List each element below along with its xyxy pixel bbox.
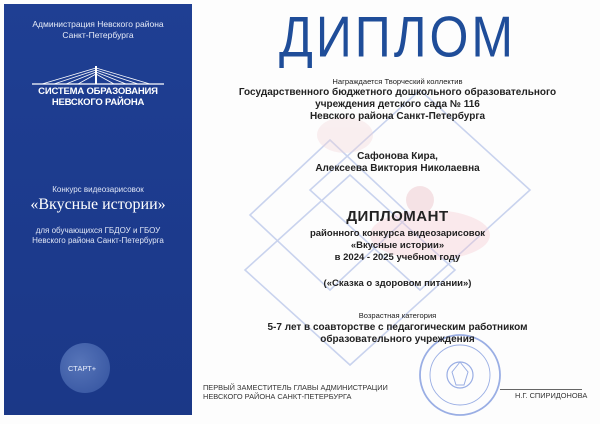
participants-line: Невского района Санкт-Петербурга xyxy=(32,236,164,245)
age-category-label: Возрастная категория xyxy=(358,311,437,320)
diploma-body xyxy=(195,0,600,424)
award-rank: ДИПЛОМАНТ xyxy=(346,208,449,225)
organization-line: учреждения детского сада № 116 xyxy=(315,99,480,110)
diploma-title: ДИПЛОМ xyxy=(278,4,517,70)
signatory-position-line: НЕВСКОГО РАЙОНА САНКТ-ПЕТЕРБУРГА xyxy=(203,392,352,401)
awarded-label: Награждается Творческий коллектив xyxy=(332,77,463,86)
admin-line: Администрация Невского района xyxy=(32,19,164,29)
organization-line: Государственного бюджетного дошкольного образовательного xyxy=(238,87,557,98)
logo-text: СИСТЕМА ОБРАЗОВАНИЯ xyxy=(38,86,158,97)
contest-description: районного конкурса видеозарисовок xyxy=(309,228,486,239)
signatory-position-line: ПЕРВЫЙ ЗАМЕСТИТЕЛЬ ГЛАВЫ АДМИНИСТРАЦИИ xyxy=(203,383,388,392)
admin-line: Санкт-Петербурга xyxy=(62,30,134,40)
recipient-name: Алексеева Виктория Николаевна xyxy=(315,163,480,174)
start-logo-text: СТАРТ+ xyxy=(68,364,97,373)
participants-label xyxy=(4,226,192,246)
age-category: 5-7 лет в соавторстве с педагогическим работником xyxy=(267,322,528,333)
work-title: («Сказка о здоровом питании») xyxy=(323,278,472,289)
contest-description: «Вкусные истории» xyxy=(350,240,445,251)
age-category: образовательного учреждения xyxy=(320,334,475,345)
participants-line: для обучающихся ГБДОУ и ГБОУ xyxy=(35,226,161,235)
logo-text: НЕВСКОГО РАЙОНА xyxy=(51,97,145,108)
organization-line: Невского района Санкт-Петербурга xyxy=(309,111,486,122)
contest-label: Конкурс видеозарисовок xyxy=(52,185,144,194)
recipient-name: Сафонова Кира, xyxy=(357,151,438,162)
administration-label xyxy=(4,19,192,41)
signature-line xyxy=(500,389,582,390)
contest-description: в 2024 - 2025 учебном году xyxy=(334,252,461,263)
signatory-name: Н.Г. СПИРИДОНОВА xyxy=(515,391,588,400)
signatory-position xyxy=(203,383,388,401)
contest-title: «Вкусные истории» xyxy=(30,196,166,213)
